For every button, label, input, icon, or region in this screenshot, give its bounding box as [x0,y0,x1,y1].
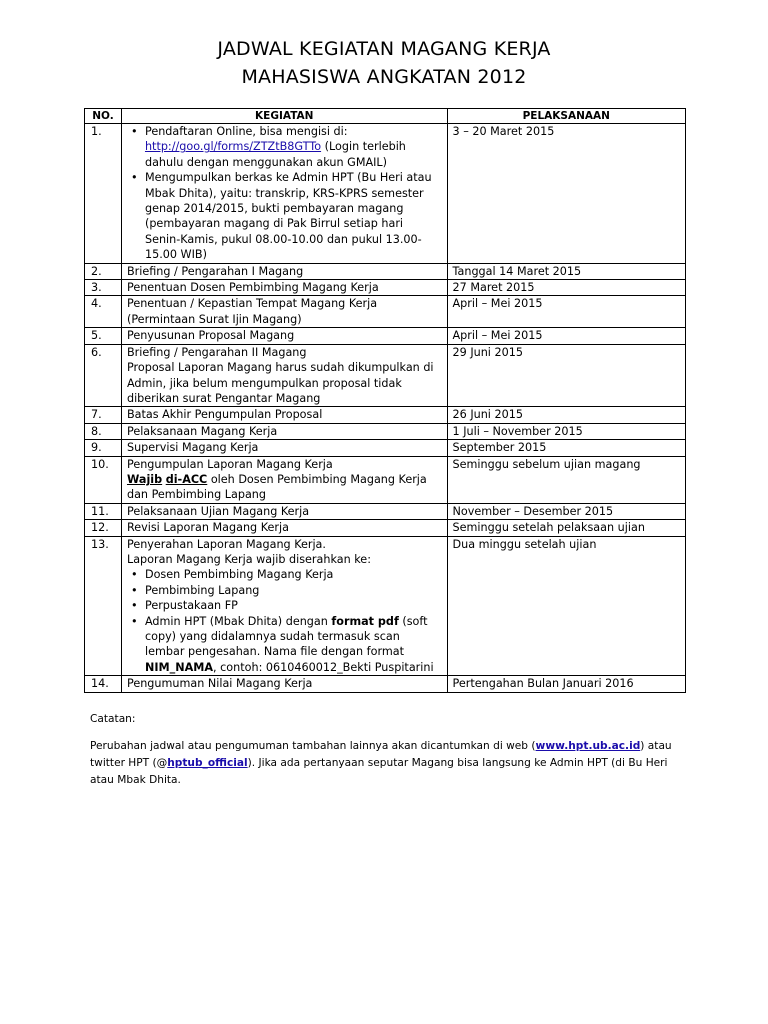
row-kegiatan [121,536,447,676]
table-row [85,456,686,503]
row-pelaksanaan: April – Mei 2015 [447,328,685,344]
row-kegiatan: Briefing / Pengarahan I Magang [121,263,447,279]
row-number: 6. [85,344,122,407]
row-number: 12. [85,520,122,536]
row-kegiatan: Penentuan Dosen Pembimbing Magang Kerja [121,280,447,296]
table-row [85,536,686,676]
notes-paragraph [90,738,680,789]
row-kegiatan-line [127,472,442,503]
notes-text: ) atau twitter HPT (@ [90,740,672,769]
form-link[interactable]: http://goo.gl/forms/ZTZtB8GTTo [144,140,322,154]
row-pelaksanaan: 29 Juni 2015 [447,344,685,407]
bold-text: NIM_NAMA [144,660,214,674]
web-link[interactable]: www.hpt.ub.ac.id [535,740,641,752]
row-kegiatan [121,456,447,503]
row-kegiatan: Pengumuman Nilai Magang Kerja [121,676,447,692]
list-item: • Perpustakaan FP [145,598,442,613]
bullet-text: Mengumpulkan berkas ke Admin HPT (Bu Heri atau Mbak Dhita), yaitu: transkrip, KRS-KPRS semester genap 2014/2015, bukti pembayaran magang (pembayaran magang di Pak Birrul setiap hari Senin-Kamis, pukul 08.00-10.00 dan pukul 13.00-15.00 WIB) [144,171,432,262]
row-number: 8. [85,423,122,439]
row-kegiatan-line: Laporan Magang Kerja wajib diserahkan ke: [126,552,371,566]
table-row [85,296,686,328]
bullet-text: (soft copy) yang didalamnya sudah termasuk scan lembar pengesahan. Nama file dengan format [144,614,428,659]
table-row [85,440,686,456]
row-pelaksanaan: 27 Maret 2015 [447,280,685,296]
bullet-text: Admin HPT (Mbak Dhita) dengan [144,614,332,628]
row-kegiatan-line: Briefing / Pengarahan II Magang [126,345,307,359]
row-number: 2. [85,263,122,279]
document-title-line2: MAHASISWA ANGKATAN 2012 [241,66,527,88]
row-kegiatan: Penentuan / Kepastian Tempat Magang Kerja (Permintaan Surat Ijin Magang) [121,296,447,328]
table-row [85,407,686,423]
schedule-table [84,108,686,693]
bold-text: format pdf [331,614,399,628]
notes-text: ). Jika ada pertanyaan seputar Magang bisa langsung ke Admin HPT (di Bu Heri atau Mbak Dhita. [90,757,668,786]
row-kegiatan: Batas Akhir Pengumpulan Proposal [121,407,447,423]
row-number: 1. [85,124,122,264]
row-number: 7. [85,407,122,423]
list-item [145,614,442,676]
table-row [85,423,686,439]
list-item [145,170,442,262]
row-number: 5. [85,328,122,344]
row-kegiatan [121,344,447,407]
list-item [145,124,442,170]
row-number: 14. [85,676,122,692]
table-row [85,503,686,519]
row-kegiatan: Pelaksanaan Ujian Magang Kerja [121,503,447,519]
table-header-row [85,109,686,124]
row-kegiatan-text: oleh Dosen Pembimbing Magang Kerja dan Pembimbing Lapang [126,472,427,502]
row-kegiatan-line: Penyerahan Laporan Magang Kerja. [126,537,326,551]
row-kegiatan-line: Proposal Laporan Magang harus sudah dikumpulkan di Admin, jika belum mengumpulkan proposal tidak diberikan surat Pengantar Magang [126,361,434,405]
notes-text: Perubahan jadwal atau pengumuman tambahan lainnya akan dicantumkan di web ( [90,740,536,752]
row-kegiatan-line: Pengumpulan Laporan Magang Kerja [126,457,333,471]
row-kegiatan: Pelaksanaan Magang Kerja [121,423,447,439]
row-pelaksanaan: Seminggu sebelum ujian magang [447,456,685,503]
table-row [85,328,686,344]
bullet-text: (Login terlebih dahulu dengan menggunakan akun GMAIL) [144,140,406,169]
table-row [85,676,686,692]
row-number: 3. [85,280,122,296]
wajib-text: Wajib [126,472,163,486]
row-pelaksanaan: Dua minggu setelah ujian [447,536,685,676]
diacc-text: di-ACC [165,472,208,486]
row-pelaksanaan: Seminggu setelah pelaksaan ujian [447,520,685,536]
row-pelaksanaan: 1 Juli – November 2015 [447,423,685,439]
row-pelaksanaan: September 2015 [447,440,685,456]
row-pelaksanaan: Pertengahan Bulan Januari 2016 [447,676,685,692]
header-no: NO. [85,109,122,124]
table-row [85,124,686,264]
row-kegiatan: Revisi Laporan Magang Kerja [121,520,447,536]
row-pelaksanaan: April – Mei 2015 [447,296,685,328]
table-row [85,344,686,407]
twitter-link[interactable]: hptub_official [167,757,248,769]
row-number: 4. [85,296,122,328]
list-item: • Pembimbing Lapang [145,583,442,598]
row-number: 13. [85,536,122,676]
row-number: 10. [85,456,122,503]
row-kegiatan: Supervisi Magang Kerja [121,440,447,456]
row-pelaksanaan: 26 Juni 2015 [447,407,685,423]
notes-label: Catatan: [90,713,136,725]
row-pelaksanaan: 3 – 20 Maret 2015 [447,124,685,264]
row-kegiatan: Penyusunan Proposal Magang [121,328,447,344]
list-item: • Dosen Pembimbing Magang Kerja [145,567,442,582]
row-pelaksanaan: November – Desember 2015 [447,503,685,519]
table-row [85,263,686,279]
header-pelaksanaan: PELAKSANAAN [447,109,685,124]
table-row [85,520,686,536]
document-title-line1: JADWAL KEGIATAN MAGANG KERJA [217,38,551,60]
bullet-text: Pendaftaran Online, bisa mengisi di: [144,125,348,138]
table-row [85,280,686,296]
header-kegiatan: KEGIATAN [121,109,447,124]
row-pelaksanaan: Tanggal 14 Maret 2015 [447,263,685,279]
row-number: 11. [85,503,122,519]
bullet-text: , contoh: 0610460012_Bekti Puspitarini [213,660,434,674]
row-number: 9. [85,440,122,456]
row-kegiatan [121,124,447,264]
